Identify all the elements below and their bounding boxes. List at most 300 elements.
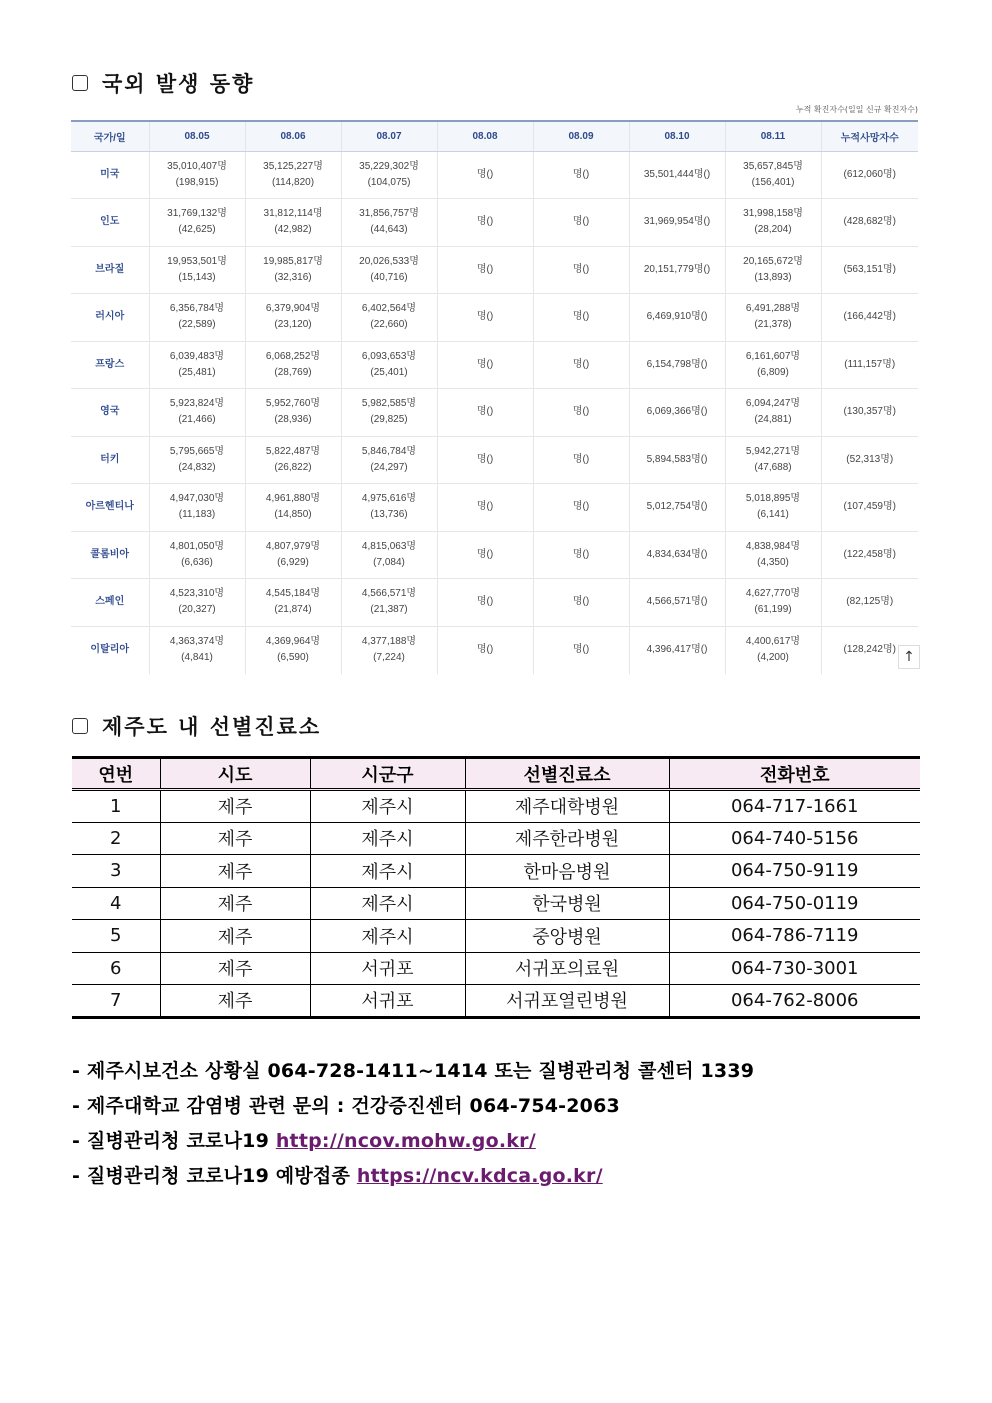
case-count-cell bbox=[437, 341, 533, 389]
case-count-cell bbox=[149, 626, 245, 674]
cumulative-value: 4,545,184명 bbox=[265, 588, 321, 600]
daily-new-value: (24,832) bbox=[178, 461, 216, 473]
case-count-cell bbox=[245, 579, 341, 627]
death-count-cell bbox=[821, 199, 918, 247]
daily-new-value: (4,200) bbox=[757, 652, 789, 663]
case-count-cell bbox=[629, 294, 725, 342]
case-count-cell bbox=[725, 151, 821, 199]
country-row bbox=[71, 199, 918, 247]
daily-new-value: (25,401) bbox=[370, 366, 408, 378]
case-count-cell bbox=[629, 199, 725, 247]
death-count-cell bbox=[821, 294, 918, 342]
country-name: 터키 bbox=[71, 436, 149, 484]
city: 제주시 bbox=[310, 790, 465, 823]
case-count-cell bbox=[437, 389, 533, 437]
cumulative-value: (82,125명) bbox=[846, 596, 894, 608]
case-count-cell bbox=[629, 341, 725, 389]
daily-new-value: (13,893) bbox=[754, 271, 792, 283]
cumulative-value: 31,812,114명 bbox=[263, 208, 323, 220]
death-count-cell bbox=[821, 151, 918, 199]
header-date: 08.06 bbox=[245, 121, 341, 151]
ncv-link[interactable]: https://ncv.kdca.go.kr/ bbox=[356, 1165, 603, 1187]
case-count-cell bbox=[149, 151, 245, 199]
country-name: 스페인 bbox=[71, 579, 149, 627]
province: 제주 bbox=[160, 985, 310, 1018]
cumulative-value: 명() bbox=[572, 358, 590, 370]
cumulative-value: 4,947,030명 bbox=[169, 493, 225, 505]
city: 서귀포 bbox=[310, 952, 465, 985]
cumulative-value: 명() bbox=[572, 216, 590, 228]
case-count-cell bbox=[437, 626, 533, 674]
case-count-cell bbox=[725, 579, 821, 627]
overseas-cases-table bbox=[71, 120, 918, 674]
scroll-to-top-button[interactable] bbox=[898, 645, 920, 669]
ncov-link[interactable]: http://ncov.mohw.go.kr/ bbox=[275, 1130, 536, 1152]
clinic-name: 한국병원 bbox=[465, 887, 669, 920]
phone-number: 064-740-5156 bbox=[669, 822, 920, 855]
country-row bbox=[71, 436, 918, 484]
clinic-row bbox=[72, 985, 920, 1018]
case-count-cell bbox=[149, 389, 245, 437]
country-row bbox=[71, 151, 918, 199]
cumulative-value: 6,379,904명 bbox=[265, 303, 321, 315]
checkbox-icon bbox=[72, 718, 88, 734]
contact-line bbox=[72, 1163, 754, 1198]
case-count-cell bbox=[149, 436, 245, 484]
cumulative-value: 명() bbox=[572, 168, 590, 180]
case-count-cell bbox=[341, 151, 437, 199]
province: 제주 bbox=[160, 855, 310, 888]
case-count-cell bbox=[533, 199, 629, 247]
cumulative-value: 4,961,880명 bbox=[265, 493, 321, 505]
clinic-row bbox=[72, 790, 920, 823]
cumulative-value: 명() bbox=[572, 263, 590, 275]
case-count-cell bbox=[341, 626, 437, 674]
country-row bbox=[71, 294, 918, 342]
daily-new-value: (22,589) bbox=[178, 319, 216, 331]
cumulative-value: 명() bbox=[572, 548, 590, 560]
header-province: 시도 bbox=[160, 758, 310, 790]
case-count-cell bbox=[725, 436, 821, 484]
daily-new-value: (21,378) bbox=[754, 319, 792, 331]
province: 제주 bbox=[160, 790, 310, 823]
cumulative-value: 31,969,954명() bbox=[643, 216, 711, 228]
cumulative-value: 5,982,585명 bbox=[361, 398, 417, 410]
checkbox-icon bbox=[72, 75, 88, 91]
case-count-cell bbox=[245, 151, 341, 199]
cumulative-value: (107,459명) bbox=[843, 501, 896, 513]
contact-line bbox=[72, 1128, 754, 1163]
cumulative-value: 4,566,571명() bbox=[646, 596, 708, 608]
phone-number: 064-750-0119 bbox=[669, 887, 920, 920]
case-count-cell bbox=[245, 199, 341, 247]
daily-new-value: (6,636) bbox=[181, 556, 213, 568]
cumulative-value: 4,377,188명 bbox=[361, 636, 417, 647]
contact-text: - 질병관리청 코로나19 예방접종 bbox=[72, 1165, 357, 1187]
country-row bbox=[71, 389, 918, 437]
clinic-row bbox=[72, 822, 920, 855]
cumulative-value: 5,018,895명 bbox=[745, 493, 801, 505]
header-date: 08.05 bbox=[149, 121, 245, 151]
header-date: 08.07 bbox=[341, 121, 437, 151]
country-name: 프랑스 bbox=[71, 341, 149, 389]
death-count-cell bbox=[821, 341, 918, 389]
case-count-cell bbox=[533, 484, 629, 532]
city: 제주시 bbox=[310, 822, 465, 855]
country-row bbox=[71, 626, 918, 674]
case-count-cell bbox=[149, 341, 245, 389]
case-count-cell bbox=[245, 341, 341, 389]
case-count-cell bbox=[341, 579, 437, 627]
cumulative-value: (612,060명) bbox=[843, 168, 896, 180]
clinic-row bbox=[72, 920, 920, 953]
daily-new-value: (21,874) bbox=[274, 604, 312, 616]
cumulative-value: 19,985,817명 bbox=[263, 255, 323, 267]
country-name: 러시아 bbox=[71, 294, 149, 342]
arrow-up-icon: ↑ bbox=[903, 649, 915, 665]
cumulative-value: 4,400,617명 bbox=[745, 636, 801, 647]
clinic-name: 제주대학병원 bbox=[465, 790, 669, 823]
daily-new-value: (22,660) bbox=[370, 319, 408, 331]
cumulative-value: 6,402,564명 bbox=[361, 303, 417, 315]
country-name: 인도 bbox=[71, 199, 149, 247]
daily-new-value: (20,327) bbox=[178, 604, 216, 616]
row-no: 5 bbox=[72, 920, 160, 953]
daily-new-value: (23,120) bbox=[274, 319, 312, 331]
city: 제주시 bbox=[310, 920, 465, 953]
case-count-cell bbox=[533, 579, 629, 627]
header-country: 국가/일 bbox=[71, 121, 149, 151]
country-row bbox=[71, 579, 918, 627]
cumulative-value: 6,039,483명 bbox=[169, 350, 225, 362]
case-count-cell bbox=[533, 626, 629, 674]
jeju-title-text: 제주도 내 선별진료소 bbox=[102, 715, 322, 739]
case-count-cell bbox=[341, 531, 437, 579]
cumulative-value: (428,682명) bbox=[843, 216, 896, 228]
cumulative-value: 35,229,302명 bbox=[359, 160, 419, 172]
case-count-cell bbox=[245, 389, 341, 437]
daily-new-value: (6,590) bbox=[277, 652, 309, 663]
jeju-header-row bbox=[72, 758, 920, 790]
cumulative-value: 5,846,784명 bbox=[361, 445, 417, 457]
province: 제주 bbox=[160, 952, 310, 985]
cumulative-value: 4,801,050명 bbox=[169, 540, 225, 552]
daily-new-value: (6,141) bbox=[757, 509, 789, 521]
daily-new-value: (28,769) bbox=[274, 366, 312, 378]
cumulative-value: 4,369,964명 bbox=[265, 636, 321, 647]
cumulative-value: 4,627,770명 bbox=[745, 588, 801, 600]
case-count-cell bbox=[725, 531, 821, 579]
cumulative-value: (122,458명) bbox=[843, 548, 896, 560]
cumulative-value: (52,313명) bbox=[846, 453, 894, 465]
daily-new-value: (26,822) bbox=[274, 461, 312, 473]
cumulative-value: 20,026,533명 bbox=[359, 255, 419, 267]
cumulative-value: (128,242명) bbox=[843, 644, 896, 655]
overseas-header-row bbox=[71, 121, 918, 151]
daily-new-value: (61,199) bbox=[754, 604, 792, 616]
country-name: 브라질 bbox=[71, 246, 149, 294]
daily-new-value: (7,084) bbox=[373, 556, 405, 568]
cumulative-value: (563,151명) bbox=[843, 263, 896, 275]
case-count-cell bbox=[437, 151, 533, 199]
cumulative-value: 19,953,501명 bbox=[167, 255, 227, 267]
clinic-row bbox=[72, 952, 920, 985]
header-date: 08.11 bbox=[725, 121, 821, 151]
case-count-cell bbox=[629, 579, 725, 627]
case-count-cell bbox=[437, 246, 533, 294]
clinic-name: 제주한라병원 bbox=[465, 822, 669, 855]
cumulative-value: 명() bbox=[476, 406, 494, 418]
clinic-name: 서귀포열린병원 bbox=[465, 985, 669, 1018]
cumulative-value: 20,165,672명 bbox=[743, 255, 803, 267]
cumulative-value: 명() bbox=[476, 263, 494, 275]
case-count-cell bbox=[533, 531, 629, 579]
cumulative-value: 4,834,634명() bbox=[646, 548, 708, 560]
cumulative-value: 명() bbox=[476, 358, 494, 370]
case-count-cell bbox=[149, 294, 245, 342]
daily-new-value: (4,841) bbox=[181, 652, 213, 663]
header-clinic: 선별진료소 bbox=[465, 758, 669, 790]
cumulative-value: 5,822,487명 bbox=[265, 445, 321, 457]
screening-clinic-table bbox=[72, 756, 920, 1019]
case-count-cell bbox=[437, 579, 533, 627]
cumulative-value: 6,069,366명() bbox=[646, 406, 708, 418]
cumulative-value: 명() bbox=[476, 501, 494, 513]
case-count-cell bbox=[149, 246, 245, 294]
daily-new-value: (14,850) bbox=[274, 509, 312, 521]
contact-list bbox=[72, 1058, 754, 1198]
case-count-cell bbox=[245, 531, 341, 579]
contact-text: - 제주시보건소 상황실 064-728-1411~1414 또는 질병관리청 콜센터 1339 bbox=[72, 1060, 755, 1082]
cumulative-value: 5,923,824명 bbox=[169, 398, 225, 410]
cumulative-value: 명() bbox=[476, 311, 494, 323]
country-row bbox=[71, 484, 918, 532]
daily-new-value: (44,643) bbox=[370, 224, 408, 236]
case-count-cell bbox=[245, 626, 341, 674]
case-count-cell bbox=[725, 389, 821, 437]
cumulative-value: 35,010,407명 bbox=[167, 160, 227, 172]
daily-new-value: (40,716) bbox=[370, 271, 408, 283]
phone-number: 064-730-3001 bbox=[669, 952, 920, 985]
contact-text: - 제주대학교 감염병 관련 문의 : 건강증진센터 064-754-2063 bbox=[72, 1095, 620, 1117]
country-row bbox=[71, 531, 918, 579]
row-no: 6 bbox=[72, 952, 160, 985]
case-count-cell bbox=[341, 389, 437, 437]
case-count-cell bbox=[245, 246, 341, 294]
cumulative-value: 명() bbox=[476, 644, 494, 655]
case-count-cell bbox=[629, 626, 725, 674]
cumulative-value: 6,068,252명 bbox=[265, 350, 321, 362]
daily-new-value: (156,401) bbox=[751, 176, 795, 188]
case-count-cell bbox=[437, 294, 533, 342]
cumulative-value: 6,094,247명 bbox=[745, 398, 801, 410]
cumulative-value: 4,838,984명 bbox=[745, 540, 801, 552]
cumulative-value: 명() bbox=[476, 596, 494, 608]
row-no: 7 bbox=[72, 985, 160, 1018]
cumulative-value: 6,154,798명() bbox=[646, 358, 708, 370]
case-count-cell bbox=[149, 579, 245, 627]
daily-new-value: (32,316) bbox=[274, 271, 312, 283]
phone-number: 064-717-1661 bbox=[669, 790, 920, 823]
case-count-cell bbox=[725, 341, 821, 389]
cumulative-value: 명() bbox=[476, 453, 494, 465]
daily-new-value: (24,881) bbox=[754, 414, 792, 426]
daily-new-value: (21,387) bbox=[370, 604, 408, 616]
table-note: 누적 확진자수(일일 신규 확진자수) bbox=[795, 105, 918, 114]
clinic-name: 중앙병원 bbox=[465, 920, 669, 953]
cumulative-value: 6,491,288명 bbox=[745, 303, 801, 315]
cumulative-value: 명() bbox=[476, 216, 494, 228]
case-count-cell bbox=[725, 199, 821, 247]
cumulative-value: 6,469,910명() bbox=[646, 311, 708, 323]
overseas-title-text: 국외 발생 동향 bbox=[102, 72, 255, 96]
daily-new-value: (21,466) bbox=[178, 414, 216, 426]
cumulative-value: 명() bbox=[572, 406, 590, 418]
country-name: 미국 bbox=[71, 151, 149, 199]
cumulative-value: 35,125,227명 bbox=[263, 160, 323, 172]
contact-text: - 질병관리청 코로나19 bbox=[72, 1130, 276, 1152]
cumulative-value: 6,161,607명 bbox=[745, 350, 801, 362]
clinic-name: 서귀포의료원 bbox=[465, 952, 669, 985]
cumulative-value: (166,442명) bbox=[843, 311, 896, 323]
cumulative-value: 31,998,158명 bbox=[743, 208, 803, 220]
country-row bbox=[71, 341, 918, 389]
cumulative-value: 6,356,784명 bbox=[169, 303, 225, 315]
cumulative-value: 6,093,653명 bbox=[361, 350, 417, 362]
row-no: 1 bbox=[72, 790, 160, 823]
case-count-cell bbox=[245, 294, 341, 342]
header-no: 연번 bbox=[72, 758, 160, 790]
case-count-cell bbox=[437, 199, 533, 247]
case-count-cell bbox=[725, 626, 821, 674]
country-row bbox=[71, 246, 918, 294]
case-count-cell bbox=[725, 246, 821, 294]
case-count-cell bbox=[245, 436, 341, 484]
cumulative-value: 5,952,760명 bbox=[265, 398, 321, 410]
death-count-cell bbox=[821, 484, 918, 532]
cumulative-value: 5,795,665명 bbox=[169, 445, 225, 457]
header-deaths: 누적사망자수 bbox=[821, 121, 918, 151]
header-date: 08.10 bbox=[629, 121, 725, 151]
cumulative-value: 5,012,754명() bbox=[646, 501, 708, 513]
cumulative-value: 35,501,444명() bbox=[643, 168, 711, 180]
case-count-cell bbox=[341, 199, 437, 247]
death-count-cell bbox=[821, 531, 918, 579]
case-count-cell bbox=[149, 484, 245, 532]
daily-new-value: (28,204) bbox=[754, 224, 792, 236]
daily-new-value: (25,481) bbox=[178, 366, 216, 378]
cumulative-value: 4,815,063명 bbox=[361, 540, 417, 552]
cumulative-value: 명() bbox=[476, 168, 494, 180]
case-count-cell bbox=[533, 246, 629, 294]
case-count-cell bbox=[245, 484, 341, 532]
clinic-name: 한마음병원 bbox=[465, 855, 669, 888]
cumulative-value: 4,807,979명 bbox=[265, 540, 321, 552]
case-count-cell bbox=[533, 151, 629, 199]
cumulative-value: 명() bbox=[572, 596, 590, 608]
case-count-cell bbox=[437, 484, 533, 532]
country-name: 영국 bbox=[71, 389, 149, 437]
death-count-cell bbox=[821, 246, 918, 294]
cumulative-value: 20,151,779명() bbox=[643, 263, 711, 275]
case-count-cell bbox=[149, 531, 245, 579]
clinic-row bbox=[72, 855, 920, 888]
daily-new-value: (15,143) bbox=[178, 271, 216, 283]
cumulative-value: 5,894,583명() bbox=[646, 453, 708, 465]
case-count-cell bbox=[629, 436, 725, 484]
case-count-cell bbox=[629, 484, 725, 532]
case-count-cell bbox=[149, 199, 245, 247]
case-count-cell bbox=[437, 436, 533, 484]
daily-new-value: (29,825) bbox=[370, 414, 408, 426]
case-count-cell bbox=[725, 484, 821, 532]
case-count-cell bbox=[629, 531, 725, 579]
case-count-cell bbox=[341, 341, 437, 389]
cumulative-value: 4,975,616명 bbox=[361, 493, 417, 505]
header-date: 08.08 bbox=[437, 121, 533, 151]
daily-new-value: (104,075) bbox=[367, 176, 411, 188]
country-name: 콜롬비아 bbox=[71, 531, 149, 579]
city: 서귀포 bbox=[310, 985, 465, 1018]
header-phone: 전화번호 bbox=[669, 758, 920, 790]
case-count-cell bbox=[725, 294, 821, 342]
country-name: 아르헨티나 bbox=[71, 484, 149, 532]
case-count-cell bbox=[341, 436, 437, 484]
daily-new-value: (24,297) bbox=[370, 461, 408, 473]
header-city: 시군구 bbox=[310, 758, 465, 790]
row-no: 3 bbox=[72, 855, 160, 888]
contact-line bbox=[72, 1093, 754, 1128]
cumulative-value: 명() bbox=[476, 548, 494, 560]
daily-new-value: (13,736) bbox=[370, 509, 408, 521]
province: 제주 bbox=[160, 887, 310, 920]
case-count-cell bbox=[629, 246, 725, 294]
header-date: 08.09 bbox=[533, 121, 629, 151]
case-count-cell bbox=[341, 484, 437, 532]
province: 제주 bbox=[160, 920, 310, 953]
contact-line bbox=[72, 1058, 754, 1093]
daily-new-value: (47,688) bbox=[754, 461, 792, 473]
cumulative-value: 4,396,417명() bbox=[646, 644, 708, 655]
jeju-section-title bbox=[72, 711, 321, 741]
daily-new-value: (42,625) bbox=[178, 224, 216, 236]
row-no: 2 bbox=[72, 822, 160, 855]
cumulative-value: 35,657,845명 bbox=[743, 160, 803, 172]
case-count-cell bbox=[341, 294, 437, 342]
daily-new-value: (6,809) bbox=[757, 366, 789, 378]
country-name: 이탈리아 bbox=[71, 626, 149, 674]
case-count-cell bbox=[533, 341, 629, 389]
case-count-cell bbox=[533, 389, 629, 437]
case-count-cell bbox=[341, 246, 437, 294]
cumulative-value: (130,357명) bbox=[843, 406, 896, 418]
daily-new-value: (114,820) bbox=[271, 176, 315, 188]
cumulative-value: 명() bbox=[572, 311, 590, 323]
daily-new-value: (42,982) bbox=[274, 224, 312, 236]
case-count-cell bbox=[533, 294, 629, 342]
cumulative-value: 4,363,374명 bbox=[169, 636, 225, 647]
province: 제주 bbox=[160, 822, 310, 855]
daily-new-value: (6,929) bbox=[277, 556, 309, 568]
city: 제주시 bbox=[310, 855, 465, 888]
case-count-cell bbox=[533, 436, 629, 484]
daily-new-value: (28,936) bbox=[274, 414, 312, 426]
clinic-row bbox=[72, 887, 920, 920]
cumulative-value: 명() bbox=[572, 501, 590, 513]
daily-new-value: (4,350) bbox=[757, 556, 789, 568]
case-count-cell bbox=[629, 389, 725, 437]
city: 제주시 bbox=[310, 887, 465, 920]
